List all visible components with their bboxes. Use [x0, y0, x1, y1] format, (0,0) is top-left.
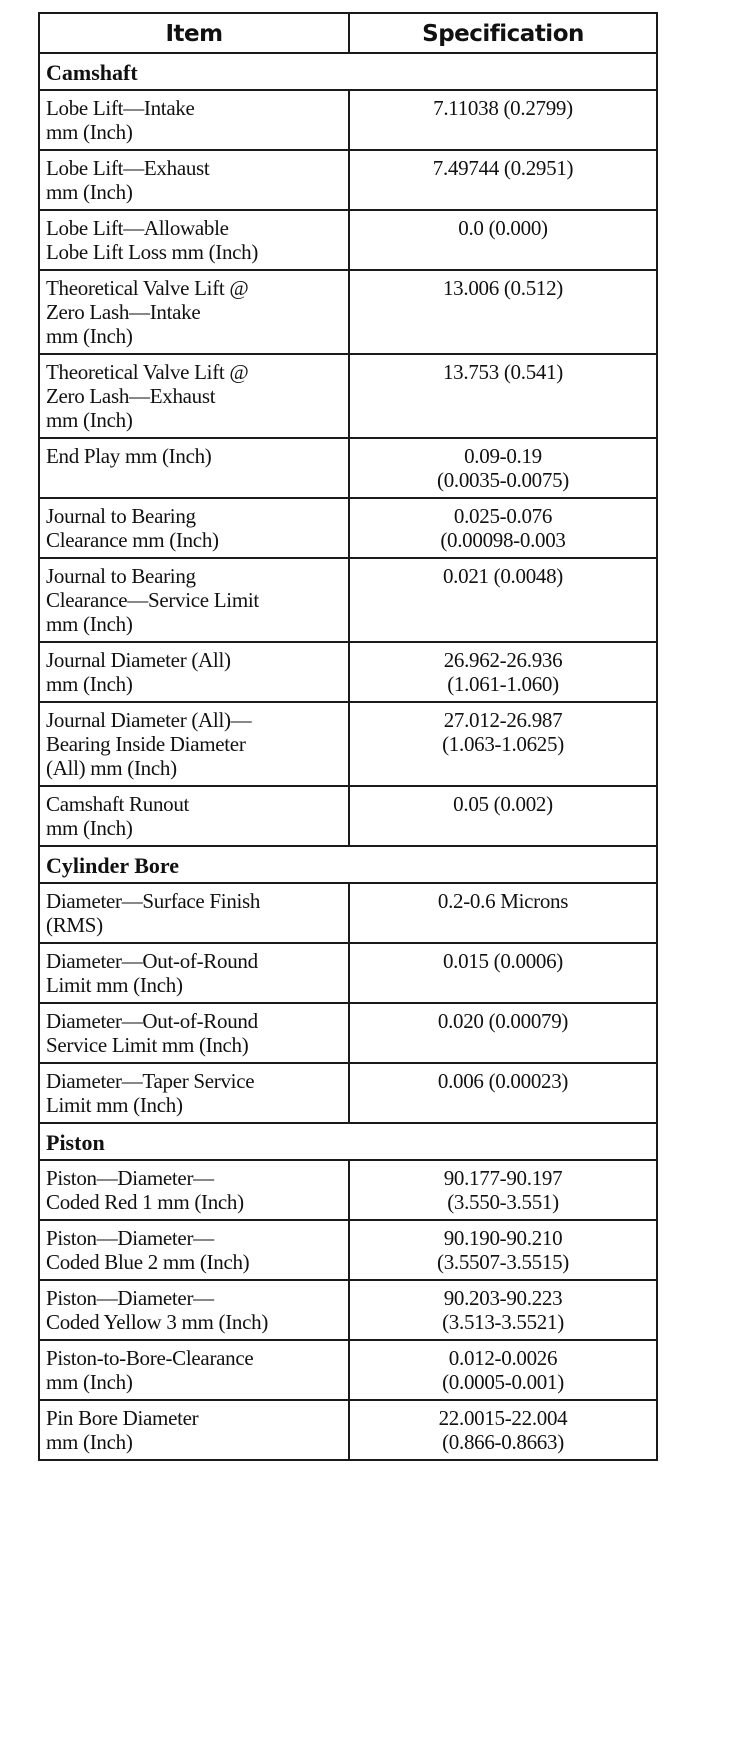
- table-row: [39, 1340, 657, 1400]
- table-row: [39, 150, 657, 210]
- specification-cell: [349, 354, 657, 438]
- item-line: Theoretical Valve Lift @: [46, 276, 249, 300]
- table-row: [39, 1063, 657, 1123]
- item-cell: [39, 558, 349, 642]
- specification-line: 22.0015-22.004: [438, 1406, 568, 1430]
- item-line: mm (Inch): [46, 324, 133, 348]
- item-line: Clearance mm (Inch): [46, 528, 219, 552]
- specification-cell: [349, 558, 657, 642]
- item-cell: [39, 1063, 349, 1123]
- item-line: Limit mm (Inch): [46, 1093, 183, 1117]
- item-line: (All) mm (Inch): [46, 756, 177, 780]
- item-line: Bearing Inside Diameter: [46, 732, 246, 756]
- item-line: Theoretical Valve Lift @: [46, 360, 249, 384]
- item-line: Diameter—Out-of-Round: [46, 1009, 258, 1033]
- item-cell: [39, 943, 349, 1003]
- item-line: Limit mm (Inch): [46, 973, 183, 997]
- item-cell: [39, 642, 349, 702]
- item-cell: [39, 1340, 349, 1400]
- specification-line: (0.866-0.8663): [442, 1430, 564, 1454]
- section-row: [39, 846, 657, 883]
- item-line: Lobe Lift—Intake: [46, 96, 195, 120]
- specification-line: (3.513-3.5521): [442, 1310, 564, 1334]
- specification-cell: [349, 90, 657, 150]
- section-title: Camshaft: [39, 53, 657, 90]
- specification-cell: [349, 438, 657, 498]
- specification-cell: [349, 270, 657, 354]
- item-cell: [39, 1220, 349, 1280]
- section-title: Piston: [39, 1123, 657, 1160]
- item-line: Lobe Lift Loss mm (Inch): [46, 240, 259, 264]
- specification-line: (1.061-1.060): [447, 672, 559, 696]
- item-line: mm (Inch): [46, 408, 133, 432]
- item-line: Lobe Lift—Allowable: [46, 216, 229, 240]
- specification-line: 90.203-90.223: [443, 1286, 563, 1310]
- specification-line: 13.006 (0.512): [442, 276, 564, 300]
- table-row: [39, 1220, 657, 1280]
- item-line: Piston-to-Bore-Clearance: [46, 1346, 254, 1370]
- specification-line: 0.0 (0.000): [458, 216, 548, 240]
- section-row: [39, 53, 657, 90]
- table-row: [39, 270, 657, 354]
- column-header-specification: Specification: [349, 13, 657, 53]
- specification-line: 13.753 (0.541): [442, 360, 564, 384]
- specification-cell: [349, 702, 657, 786]
- specification-cell: [349, 1220, 657, 1280]
- specification-line: 0.025-0.076: [453, 504, 553, 528]
- table-row: [39, 883, 657, 943]
- section-title: Cylinder Bore: [39, 846, 657, 883]
- specification-cell: [349, 210, 657, 270]
- item-line: Piston—Diameter—: [46, 1226, 214, 1250]
- item-line: Zero Lash—Intake: [46, 300, 201, 324]
- table-row: [39, 1003, 657, 1063]
- specification-line: 27.012-26.987: [443, 708, 563, 732]
- table-row: [39, 642, 657, 702]
- specification-line: (1.063-1.0625): [442, 732, 564, 756]
- table-row: [39, 786, 657, 846]
- specification-line: 7.49744 (0.2951): [432, 156, 574, 180]
- item-cell: [39, 270, 349, 354]
- item-line: Piston—Diameter—: [46, 1166, 214, 1190]
- item-line: mm (Inch): [46, 1430, 133, 1454]
- table-body: [39, 53, 657, 1460]
- table-row: [39, 1280, 657, 1340]
- item-line: Diameter—Surface Finish: [46, 889, 261, 913]
- item-line: Zero Lash—Exhaust: [46, 384, 216, 408]
- specification-cell: [349, 943, 657, 1003]
- item-cell: [39, 1400, 349, 1460]
- table-row: [39, 702, 657, 786]
- specification-cell: [349, 1340, 657, 1400]
- specification-line: 0.05 (0.002): [453, 792, 553, 816]
- item-line: Diameter—Taper Service: [46, 1069, 255, 1093]
- specification-line: 90.177-90.197: [443, 1166, 563, 1190]
- section-row: [39, 1123, 657, 1160]
- item-line: mm (Inch): [46, 672, 133, 696]
- item-cell: [39, 210, 349, 270]
- specification-cell: [349, 786, 657, 846]
- specification-cell: [349, 1063, 657, 1123]
- specification-line: (0.0035-0.0075): [437, 468, 569, 492]
- item-cell: [39, 498, 349, 558]
- item-cell: [39, 438, 349, 498]
- specification-line: 0.021 (0.0048): [442, 564, 564, 588]
- item-line: Journal Diameter (All)—: [46, 708, 252, 732]
- item-line: Coded Blue 2 mm (Inch): [46, 1250, 250, 1274]
- item-cell: [39, 702, 349, 786]
- table-header: [39, 13, 657, 53]
- item-line: mm (Inch): [46, 1370, 133, 1394]
- item-line: Camshaft Runout: [46, 792, 190, 816]
- item-line: End Play mm (Inch): [46, 444, 212, 468]
- table-row: [39, 354, 657, 438]
- item-cell: [39, 150, 349, 210]
- item-line: (RMS): [46, 913, 103, 937]
- specification-cell: [349, 1400, 657, 1460]
- item-line: Journal to Bearing: [46, 504, 196, 528]
- item-line: Service Limit mm (Inch): [46, 1033, 249, 1057]
- spec-table: [38, 12, 658, 1461]
- item-cell: [39, 90, 349, 150]
- table-row: [39, 558, 657, 642]
- specification-cell: [349, 150, 657, 210]
- item-cell: [39, 354, 349, 438]
- item-line: Clearance—Service Limit: [46, 588, 259, 612]
- table-row: [39, 498, 657, 558]
- specification-line: (0.00098-0.003: [440, 528, 566, 552]
- item-line: Lobe Lift—Exhaust: [46, 156, 210, 180]
- specification-cell: [349, 1280, 657, 1340]
- item-cell: [39, 883, 349, 943]
- specification-line: (0.0005-0.001): [442, 1370, 564, 1394]
- specification-line: 7.11038 (0.2799): [433, 96, 573, 120]
- table-row: [39, 90, 657, 150]
- item-cell: [39, 1003, 349, 1063]
- specification-cell: [349, 642, 657, 702]
- item-line: Piston—Diameter—: [46, 1286, 214, 1310]
- item-line: Diameter—Out-of-Round: [46, 949, 258, 973]
- specification-cell: [349, 1003, 657, 1063]
- item-line: mm (Inch): [46, 180, 133, 204]
- specification-line: 0.015 (0.0006): [442, 949, 564, 973]
- column-header-item: Item: [39, 13, 349, 53]
- item-line: Pin Bore Diameter: [46, 1406, 199, 1430]
- specification-line: 0.020 (0.00079): [437, 1009, 569, 1033]
- specification-line: 0.09-0.19: [464, 444, 542, 468]
- item-line: Journal to Bearing: [46, 564, 196, 588]
- item-cell: [39, 1160, 349, 1220]
- specification-line: 90.190-90.210: [443, 1226, 563, 1250]
- table-row: [39, 1400, 657, 1460]
- item-cell: [39, 786, 349, 846]
- item-cell: [39, 1280, 349, 1340]
- specification-line: 0.012-0.0026: [448, 1346, 558, 1370]
- specification-line: 0.2-0.6 Microns: [437, 889, 569, 913]
- specification-cell: [349, 498, 657, 558]
- table-row: [39, 438, 657, 498]
- item-line: Journal Diameter (All): [46, 648, 231, 672]
- item-line: Coded Yellow 3 mm (Inch): [46, 1310, 269, 1334]
- specification-line: (3.550-3.551): [447, 1190, 559, 1214]
- table-row: [39, 943, 657, 1003]
- item-line: mm (Inch): [46, 612, 133, 636]
- table-row: [39, 1160, 657, 1220]
- item-line: Coded Red 1 mm (Inch): [46, 1190, 244, 1214]
- table-row: [39, 210, 657, 270]
- specification-cell: [349, 1160, 657, 1220]
- specification-cell: [349, 883, 657, 943]
- header-row: [39, 13, 657, 53]
- specification-line: 26.962-26.936: [443, 648, 563, 672]
- item-line: mm (Inch): [46, 120, 133, 144]
- specification-line: (3.5507-3.5515): [437, 1250, 569, 1274]
- specification-line: 0.006 (0.00023): [437, 1069, 569, 1093]
- item-line: mm (Inch): [46, 816, 133, 840]
